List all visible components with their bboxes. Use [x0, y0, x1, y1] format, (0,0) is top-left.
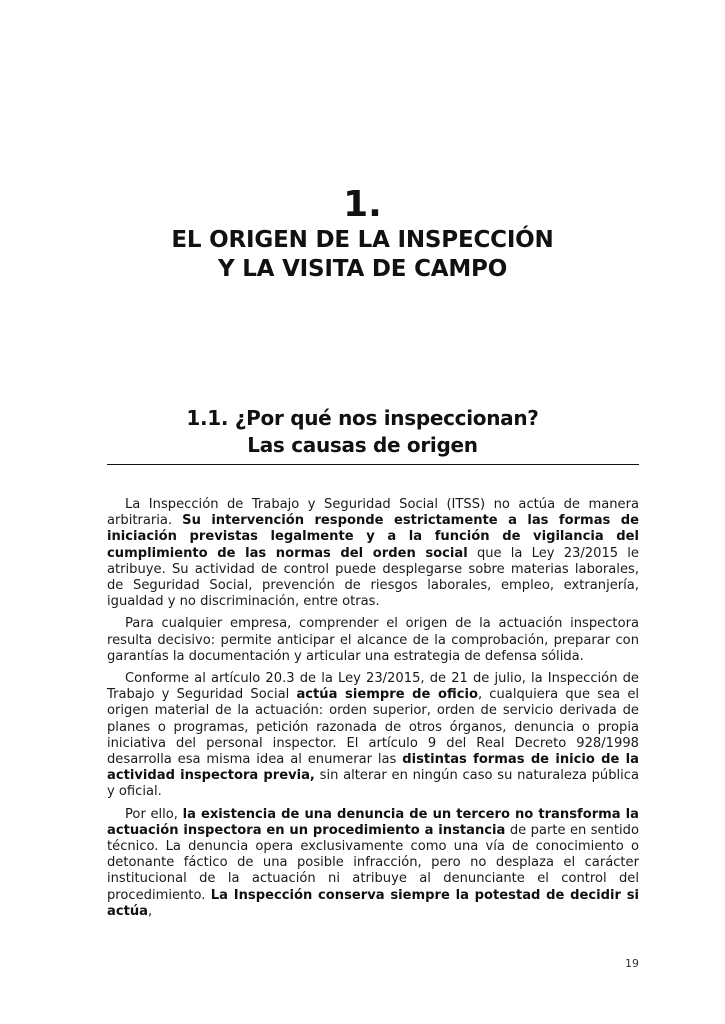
paragraph-3-text-3: sin alterar en ningún caso su naturaleza pública y oficial. — [107, 768, 640, 800]
body-text — [107, 497, 639, 926]
paragraph-1-bold-1: Su intervención responde estrictamente a las formas de iniciación previstas legalmente y a la función de vigilancia del cumplimiento de las normas del orden social — [107, 513, 639, 561]
paragraph-4 — [107, 807, 639, 920]
paragraph-1-text-1: La Inspección de Trabajo y Seguridad Social (ITSS) no actúa de manera arbitraria. — [107, 497, 639, 529]
section-title-line-2: Las causas de origen — [247, 433, 478, 457]
paragraph-4-bold-2: La Inspección conserva siempre la potestad de decidir si actúa — [107, 887, 640, 919]
paragraph-3-text-2: , cualquiera que sea el origen material de la actuación: orden superior, orden de servicio derivada de planes o programas, petición razonada de otros órganos, denuncia o propia iniciativa del personal inspector. El artículo 9 del Real Decreto 928/1998 desarrolla esa misma idea al enumerar las — [107, 687, 640, 768]
paragraph-1 — [107, 497, 639, 610]
paragraph-3 — [107, 671, 639, 801]
chapter-number: 1. — [343, 184, 382, 225]
paragraph-4-bold-1: la existencia de una denuncia de un tercero no transforma la actuación inspectora en un procedimiento a instancia — [107, 806, 639, 838]
page-number: 19 — [625, 957, 639, 970]
paragraph-4-text-3: , — [148, 903, 153, 919]
paragraph-3-bold-1: actúa siempre de oficio — [296, 687, 478, 703]
chapter-title-line-1: EL ORIGEN DE LA INSPECCIÓN — [171, 227, 554, 253]
paragraph-4-text-2: de parte en sentido técnico. La denuncia opera exclusivamente como una vía de conocimiento o detonante fáctico de una posible infracción, pero no desplaza el carácter institucional de la actuación ni atribuye al denunciante el control del procedimiento. — [107, 822, 639, 903]
paragraph-2 — [107, 616, 639, 665]
paragraph-3-text-1: Conforme al artículo 20.3 de la Ley 23/2015, de 21 de julio, la Inspección de Trabajo y Seguridad Social — [107, 671, 639, 703]
paragraph-2-text-1: Para cualquier empresa, comprender el origen de la actuación inspectora resulta decisivo: permite anticipar el alcance de la comprobación, preparar con garantías la documentación y articular una estrategia de defensa sólida. — [107, 616, 639, 664]
chapter-title-line-2: Y LA VISITA DE CAMPO — [217, 256, 508, 282]
paragraph-3-bold-2: distintas formas de inicio de la actividad inspectora previa, — [107, 752, 640, 784]
section-title-line-1: 1.1. ¿Por qué nos inspeccionan? — [186, 406, 539, 430]
paragraph-4-text-1: Por ello, — [125, 806, 183, 822]
paragraph-1-text-2: que la Ley 23/2015 le atribuye. Su actividad de control puede desplegarse sobre materias laborales, de Seguridad Social, prevención de riesgos laborales, empleo, extranjería, igualdad y no discriminación, entre otras. — [107, 545, 639, 610]
section-title — [0, 405, 725, 459]
chapter-title — [0, 226, 725, 284]
section-divider — [107, 464, 639, 465]
